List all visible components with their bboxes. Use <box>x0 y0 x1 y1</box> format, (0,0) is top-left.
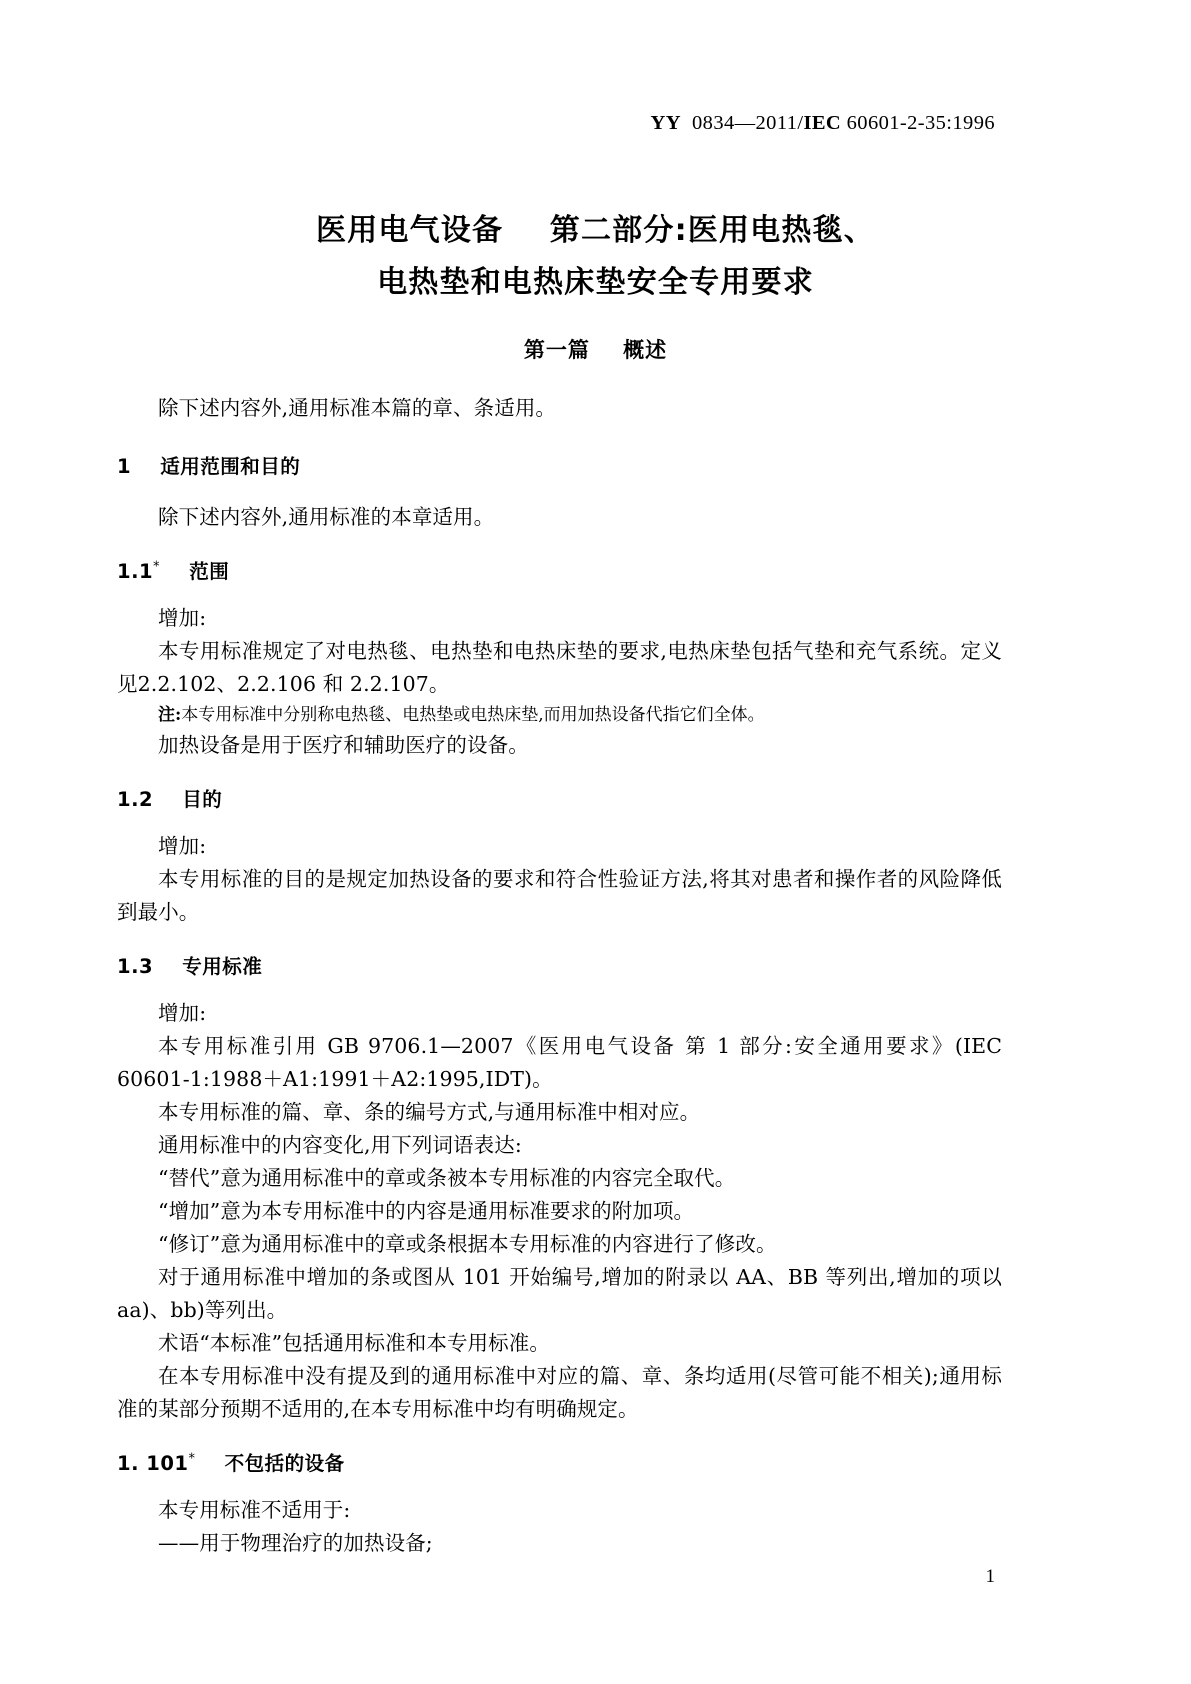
section-1-3-paragraph-8: 术语“本标准”包括通用标准和本专用标准。 <box>158 1331 550 1355</box>
intro-paragraph: 除下述内容外,通用标准本篇的章、条适用。 <box>158 396 557 420</box>
section-1-3-paragraph-2: 本专用标准的篇、章、条的编号方式,与通用标准中相对应。 <box>158 1100 701 1124</box>
section-heading-1-3: 1.3 专用标准 <box>117 955 263 978</box>
page-title-line-1: 医用电气设备 第二部分:医用电热毯、 <box>316 213 875 248</box>
section-1-101-paragraph-1: ——用于物理治疗的加热设备; <box>158 1531 433 1555</box>
section-1-1-number: 1.1 <box>117 560 154 583</box>
note-label: 注: <box>158 705 182 725</box>
section-1-1-title: 范围 <box>189 560 230 583</box>
section-1-3-paragraph-4: “替代”意为通用标准中的章或条被本专用标准的内容完全取代。 <box>158 1166 736 1190</box>
section-1-1-star: * <box>153 559 161 575</box>
section-1-101-number: 1. 101 <box>117 1452 189 1475</box>
section-1-1-paragraph-1: 本专用标准规定了对电热毯、电热垫和电热床垫的要求,电热床垫包括气垫和充气系统。定义见2.2.102、2.2.106 和 2.2.107。 <box>117 639 1002 696</box>
section-1-2-paragraph-0: 增加: <box>158 834 207 858</box>
document-body <box>117 392 1002 1560</box>
header-standard-number: 0834—2011/ <box>692 112 804 134</box>
header-iec-number: 60601-2-35:1996 <box>841 112 995 134</box>
section-1-101-title: 不包括的设备 <box>224 1452 345 1475</box>
header-standard-prefix: YY <box>650 112 681 134</box>
section-1-1-paragraph-0: 增加: <box>158 606 207 630</box>
header-iec-prefix: IEC <box>803 112 842 134</box>
section-1-3-paragraph-7: 对于通用标准中增加的条或图从 101 开始编号,增加的附录以 AA、BB 等列出,增加的项以 aa)、bb)等列出。 <box>117 1265 1002 1322</box>
section-1-1-paragraph-after-0: 加热设备是用于医疗和辅助医疗的设备。 <box>158 733 529 757</box>
section-1-1-note <box>117 701 1002 729</box>
section-heading-1-2: 1.2 目的 <box>117 788 223 811</box>
running-header <box>651 112 995 135</box>
section-1-3-paragraph-1: 本专用标准引用 GB 9706.1—2007《医用电气设备 第 1 部分:安全通用要求》(IEC 60601-1:1988＋A1:1991＋A2:1995,IDT)。 <box>117 1034 1002 1091</box>
section-1-3-paragraph-0: 增加: <box>158 1001 207 1025</box>
page-title-line-2: 电热垫和电热床垫安全专用要求 <box>377 265 814 300</box>
note-text: 本专用标准中分别称电热毯、电热垫或电热床垫,而用加热设备代指它们全体。 <box>181 705 765 725</box>
section-1-3-paragraph-5: “增加”意为本专用标准中的内容是通用标准要求的附加项。 <box>158 1199 695 1223</box>
section-1-101-star: * <box>188 1451 196 1467</box>
section-1-paragraph-0: 除下述内容外,通用标准的本章适用。 <box>158 505 495 529</box>
section-1-3-paragraph-9: 在本专用标准中没有提及到的通用标准中对应的篇、章、条均适用(尽管可能不相关);通用标准的某部分预期不适用的,在本专用标准中均有明确规定。 <box>117 1364 1002 1421</box>
section-heading-1-1 <box>117 556 1002 584</box>
page-number: 1 <box>985 1566 995 1587</box>
page-title <box>0 205 1191 309</box>
section-1-2-paragraph-1: 本专用标准的目的是规定加热设备的要求和符合性验证方法,将其对患者和操作者的风险降低到最小。 <box>117 867 1002 924</box>
section-1-3-paragraph-3: 通用标准中的内容变化,用下列词语表达: <box>158 1133 522 1157</box>
section-1-101-paragraph-0: 本专用标准不适用于: <box>158 1498 351 1522</box>
part-heading: 第一篇 概述 <box>523 338 668 362</box>
section-heading-1: 1 适用范围和目的 <box>117 455 301 478</box>
section-1-3-paragraph-6: “修订”意为通用标准中的章或条根据本专用标准的内容进行了修改。 <box>158 1232 777 1256</box>
section-heading-1-101 <box>117 1448 1002 1476</box>
